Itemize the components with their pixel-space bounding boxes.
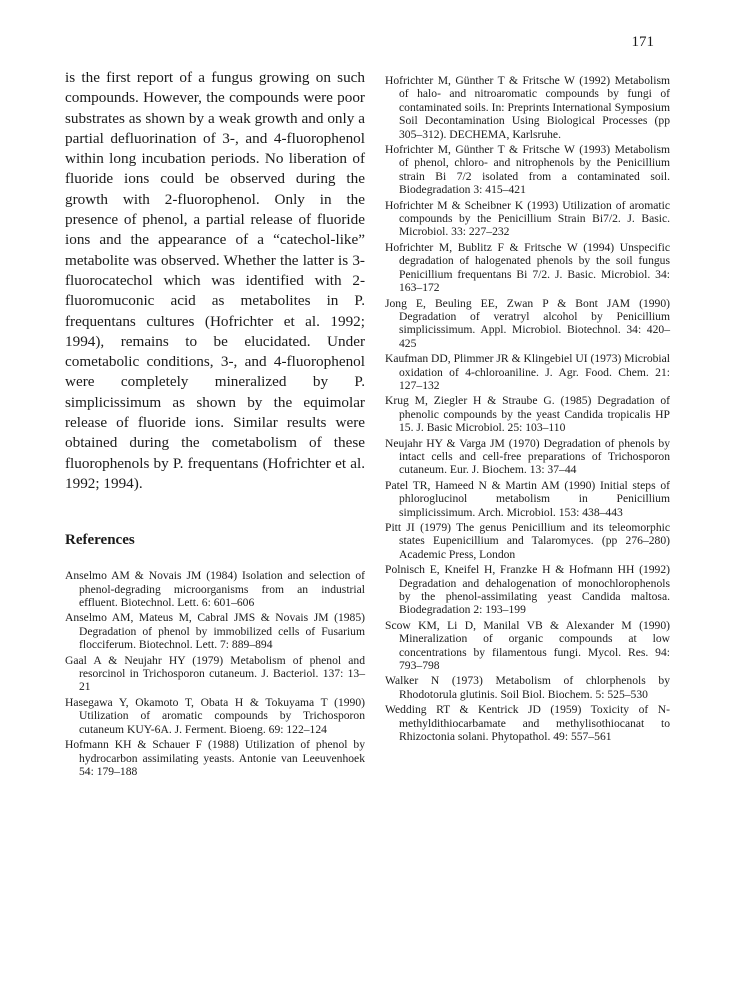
- reference-item: Wedding RT & Kentrick JD (1959) Toxicity of N-methyldithiocarbamate and methylisothiocanat to Rhizoctonia solani. Phytopathol. 49: 557–561: [385, 703, 670, 744]
- reference-item: Scow KM, Li D, Manilal VB & Alexander M (1990) Mineralization of organic compounds at low concentrations by filamentous fungi. Mycol. Res. 94: 793–798: [385, 618, 670, 673]
- left-column: [65, 68, 365, 780]
- reference-item: Hofrichter M, Günther T & Fritsche W (1992) Metabolism of halo- and nitroaromatic compounds by fungi of contaminated soils. In: Preprints International Symposium Soil Decontamination Using Biological Processes (pp 305–312). DECHEMA, Karlsruhe.: [385, 74, 670, 141]
- reference-item: Hofrichter M, Bublitz F & Fritsche W (1994) Unspecific degradation of halogenated phenols by the soil fungus Penicillium frequentans Bi 7/2. J. Basic. Microbiol. 34: 163–172: [385, 240, 670, 295]
- reference-item: Hofrichter M & Scheibner K (1993) Utilization of aromatic compounds by the Penicillium Strain Bi7/2. J. Basic. Microbiol. 33: 227–232: [385, 198, 670, 239]
- reference-item: Gaal A & Neujahr HY (1979) Metabolism of phenol and resorcinol in Trichosporon cutaneum. J. Bacteriol. 137: 13–21: [65, 653, 365, 694]
- reference-item: Hofmann KH & Schauer F (1988) Utilization of phenol by hydrocarbon assimilating yeasts. Antonie van Leeuvenhoek 54: 179–188: [65, 738, 365, 778]
- reference-item: Kaufman DD, Plimmer JR & Klingebiel UI (1973) Microbial oxidation of 4-chloroaniline. J. Agr. Food. Chem. 21: 127–132: [385, 352, 670, 392]
- references-list-right: [385, 74, 670, 744]
- reference-item: Pitt JI (1979) The genus Penicillium and its teleomorphic states Eupenicillium and Talaromyces. (pp 276–280) Academic Press, London: [385, 521, 670, 561]
- references-heading: References: [65, 532, 135, 549]
- references-list-left: [65, 569, 365, 778]
- reference-item: Krug M, Ziegler H & Straube G. (1985) Degradation of phenolic compounds by the yeast Candida tropicalis HP 15. J. Basic Microbiol. 25: 103–110: [385, 394, 670, 435]
- body-paragraph: is the first report of a fungus growing on such compounds. However, the compounds were poor substrates as shown by a weak growth and only a partial defluorination of 3-, and 4-fluorophenol within long incubation periods. No liberation of fluoride ions could be observed during the growth with 2-fluorophenol. Only in the presence of phenol, a partial release of fluoride ions and the appearance of a “catechol-like” metabolite was observed. Whether the latter is 3-fluorocatechol which was identified with 2-fluoromuconic acid as metabolites in P. frequentans cultures (Hofrichter et al. 1992; 1994), remains to be elucidated. Under cometabolic conditions, 3-, and 4-fluorophenol were completely mineralized by P. simplicissimum as shown by the equimolar release of fluoride ions. Similar results were obtained during the cometabolism of these fluorophenols by P. frequentans (Hofrichter et al. 1992; 1994).: [65, 69, 365, 492]
- reference-item: Hasegawa Y, Okamoto T, Obata H & Tokuyama T (1990) Utilization of aromatic compounds by Trichosporon cutaneum KUY-6A. J. Ferment. Bioeng. 69: 122–124: [65, 695, 365, 736]
- reference-item: Anselmo AM & Novais JM (1984) Isolation and selection of phenol-degrading microorganisms from an industrial effluent. Biotechnol. Lett. 6: 601–606: [65, 569, 365, 610]
- reference-item: Walker N (1973) Metabolism of chlorphenols by Rhodotorula glutinis. Soil Biol. Biochem. 5: 525–530: [385, 674, 670, 701]
- reference-item: Neujahr HY & Varga JM (1970) Degradation of phenols by intact cells and cell-free preparations of Trichosporon cutaneum. Eur. J. Biochem. 13: 37–44: [385, 436, 670, 477]
- reference-item: Anselmo AM, Mateus M, Cabral JMS & Novais JM (1985) Degradation of phenol by immobilized cells of Fusarium flocciferum. Biotechnol. Lett. 7: 889–894: [65, 611, 365, 652]
- page-number: 171: [631, 34, 654, 50]
- reference-item: Hofrichter M, Günther T & Fritsche W (1993) Metabolism of phenol, chloro- and nitrophenols by the Penicillium strain Bi 7/2 isolated from a contaminated soil. Biodegradation 3: 415–421: [385, 143, 670, 197]
- reference-item: Polnisch E, Kneifel H, Franzke H & Hofmann HH (1992) Degradation and dehalogenation of monochlorophenols by the phenol-assimilating yeast Candida maltosa. Biodegradation 2: 193–199: [385, 563, 670, 617]
- reference-item: Jong E, Beuling EE, Zwan P & Bont JAM (1990) Degradation of veratryl alcohol by Penicillium simplicissimum. Appl. Microbiol. Biotechnol. 34: 420–425: [385, 296, 670, 350]
- right-column: [385, 74, 670, 746]
- reference-item: Patel TR, Hameed N & Martin AM (1990) Initial steps of phloroglucinol metabolism in Penicillium simplicissimum. Arch. Microbiol. 153: 438–443: [385, 478, 670, 519]
